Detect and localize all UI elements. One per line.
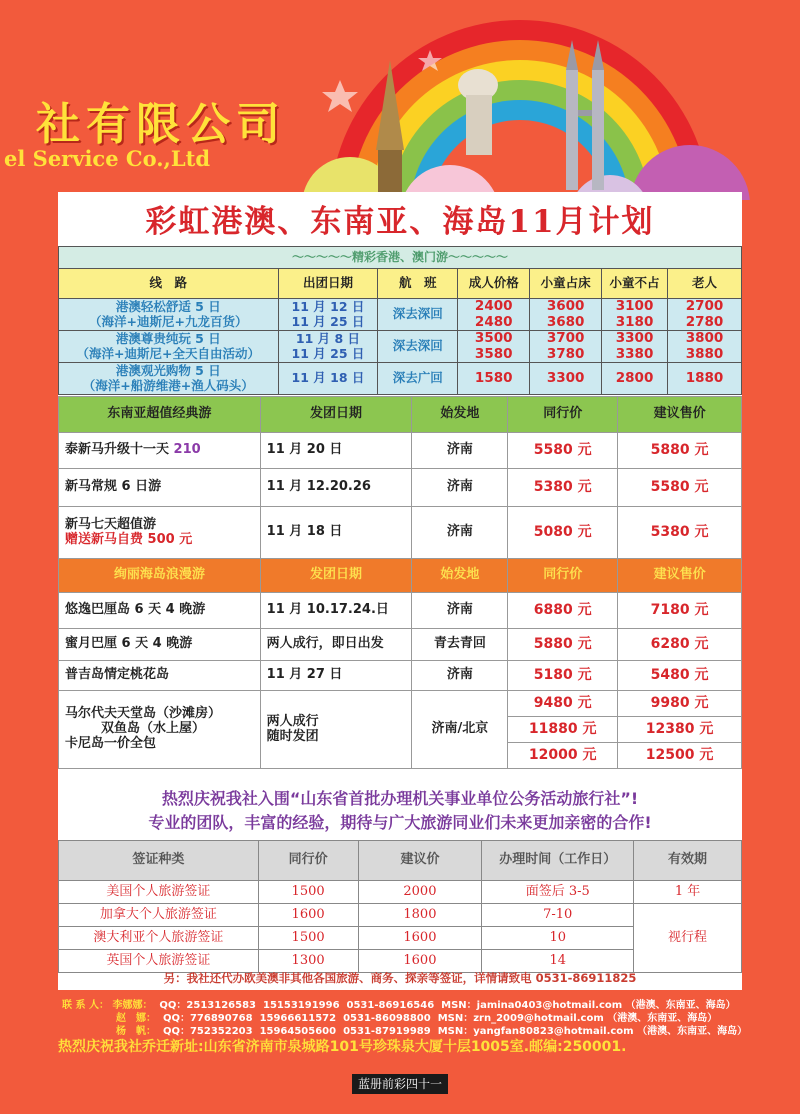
- date-cell: 11 月 12.20.26: [260, 469, 412, 507]
- child-nobed-price: 3300 3380: [602, 331, 668, 363]
- contact-row: [116, 1022, 747, 1037]
- peer-price: 5580 元: [508, 433, 618, 469]
- congrats-line-1: 热烈庆祝我社入围“山东省首批办理机关事业单位公务活动旅行社”!: [161, 789, 639, 808]
- flight-cell: 深去广回: [378, 363, 458, 395]
- visa-validity: 1 年: [634, 881, 742, 904]
- visa-peer: 1600: [258, 904, 358, 927]
- congrats-line-2: 专业的团队，丰富的经验，期待与广大旅游同业们未来更加亲密的合作!: [148, 813, 652, 832]
- route-name: 双鱼岛（水上屋）: [101, 721, 206, 737]
- contact-area: （港澳、东南亚、海岛）: [607, 1013, 718, 1024]
- hk-header-child-nobed: 小童不占: [602, 269, 668, 299]
- route-name: 马尔代夫天堂岛（沙滩房）: [65, 706, 222, 722]
- page-title: 彩虹港澳、东南亚、海岛11月计划: [145, 204, 655, 240]
- date-cell: 11 月 18 日: [278, 363, 378, 395]
- route-cell: 普吉岛情定桃花岛: [59, 661, 261, 691]
- contact-msn: MSN：yangfan80823@hotmail.com: [437, 1026, 634, 1037]
- visa-header-time: 办理时间（工作日）: [482, 841, 634, 881]
- visa-time: 7-10: [482, 904, 634, 927]
- contact-area: （港澳、东南亚、海岛）: [625, 1000, 736, 1011]
- contact-msn: MSN：zrn_2009@hotmail.com: [437, 1013, 604, 1024]
- table-row: [59, 881, 742, 904]
- visa-time: 10: [482, 927, 634, 950]
- route-detail: （海洋+迪斯尼+九龙百货）: [89, 313, 248, 329]
- island-header-retail: 建议售价: [618, 559, 742, 593]
- peer-price: 6880 元: [508, 593, 618, 629]
- route-cell: [59, 299, 279, 331]
- origin-cell: 青去青回: [412, 629, 508, 661]
- date-cell: 两人成行 随时发团: [260, 691, 412, 769]
- adult-price: 3500 3580: [458, 331, 530, 363]
- table-row: [59, 507, 742, 559]
- contact-qq: QQ：2513126583: [159, 1000, 257, 1011]
- hk-banner-row: [59, 247, 742, 269]
- child-nobed-price: 3100 3180: [602, 299, 668, 331]
- hk-header-route: 线 路: [59, 269, 279, 299]
- child-nobed-price: 2800: [602, 363, 668, 395]
- island-header-date: 发团日期: [260, 559, 412, 593]
- table-row: [59, 629, 742, 661]
- visa-header-peer: 同行价: [258, 841, 358, 881]
- adult-price: 2400 2480: [458, 299, 530, 331]
- retail-price: 6280 元: [618, 629, 742, 661]
- date-cell: 11 月 10.17.24.日: [260, 593, 412, 629]
- contact-qq: QQ：752352203: [162, 1026, 253, 1037]
- route-name: 港澳轻松舒适 5 日: [115, 299, 221, 315]
- retail-price: 9980 元: [618, 691, 742, 717]
- table-row: [59, 904, 742, 927]
- visa-header-row: [59, 841, 742, 881]
- hk-header-date: 出团日期: [278, 269, 378, 299]
- island-header-origin: 始发地: [412, 559, 508, 593]
- child-bed-price: 3700 3780: [530, 331, 602, 363]
- flight-cell: 深去深回: [378, 331, 458, 363]
- route-name: 卡尼岛一价全包: [65, 735, 157, 751]
- date: 11 月 25 日: [291, 345, 365, 361]
- contact-name: 杨 帆：: [116, 1026, 156, 1037]
- table-row: [59, 593, 742, 629]
- senior-price: 1880: [668, 363, 742, 395]
- sea-header-route: 东南亚超值经典游: [59, 397, 261, 433]
- origin-cell: 济南: [412, 593, 508, 629]
- route-cell: [59, 507, 261, 559]
- route-name: 港澳尊贵纯玩 5 日: [115, 331, 221, 347]
- sea-header-origin: 始发地: [412, 397, 508, 433]
- contact-mobile: 15966611572: [259, 1013, 337, 1024]
- senior-price: 3800 3880: [668, 331, 742, 363]
- new-address-announcement: 热烈庆祝我社乔迁新址:山东省济南市泉城路101号珍珠泉大厦十层1005室.邮编:250001.: [58, 1039, 627, 1055]
- visa-retail: 2000: [358, 881, 482, 904]
- contact-msn: MSN：jamina0403@hotmail.com: [441, 1000, 623, 1011]
- route-cell: [59, 363, 279, 395]
- hk-header-adult: 成人价格: [458, 269, 530, 299]
- peer-price: 11880 元: [508, 717, 618, 743]
- origin-cell: 济南: [412, 507, 508, 559]
- route-name: 港澳观光购物 5 日: [115, 363, 221, 379]
- date-cell: [278, 331, 378, 363]
- retail-price: 5480 元: [618, 661, 742, 691]
- visa-header-validity: 有效期: [634, 841, 742, 881]
- date-cell: 11 月 27 日: [260, 661, 412, 691]
- contact-phone: 0531-87919989: [343, 1026, 431, 1037]
- sea-header-row: [59, 397, 742, 433]
- peer-price: 5080 元: [508, 507, 618, 559]
- visa-note: 另：我社还代办欧美澳非其他各国旅游、商务、探亲等签证，详情请致电 0531-86911825: [163, 971, 637, 985]
- route-cell-maldives: [59, 691, 261, 769]
- peer-price: 9480 元: [508, 691, 618, 717]
- date-cell: 两人成行，即日出发: [260, 629, 412, 661]
- hk-header-child-bed: 小童占床: [530, 269, 602, 299]
- contact-name: 赵 娜：: [116, 1013, 156, 1024]
- contact-qq: QQ：776890768: [162, 1013, 253, 1024]
- adult-price: 1580: [458, 363, 530, 395]
- visa-validity-merged: 视行程: [634, 904, 742, 973]
- southeast-asia-table: [58, 396, 742, 769]
- sea-header-retail: 建议售价: [618, 397, 742, 433]
- origin-cell: 济南: [412, 433, 508, 469]
- hk-macau-table: [58, 246, 742, 395]
- visa-table: [58, 840, 742, 973]
- retail-price: 12500 元: [618, 743, 742, 769]
- table-row: [59, 433, 742, 469]
- origin-cell: 济南/北京: [412, 691, 508, 769]
- date-cell: 11 月 18 日: [260, 507, 412, 559]
- visa-retail: 1800: [358, 904, 482, 927]
- contact-phone: 0531-86916546: [346, 1000, 435, 1011]
- visa-header-type: 签证种类: [59, 841, 259, 881]
- table-row: [59, 661, 742, 691]
- peer-price: 5180 元: [508, 661, 618, 691]
- date: 11 月 8 日: [295, 331, 361, 347]
- visa-peer: 1500: [258, 881, 358, 904]
- island-header-route: 绚丽海岛浪漫游: [59, 559, 261, 593]
- route-cell: 新马常规 6 日游: [59, 469, 261, 507]
- visa-retail: 1600: [358, 950, 482, 973]
- visa-peer: 1300: [258, 950, 358, 973]
- route-cell: [59, 331, 279, 363]
- contact-label: 联 系 人：: [62, 1000, 109, 1011]
- route-bonus: 赠送新马自费 500 元: [65, 531, 193, 547]
- child-bed-price: 3600 3680: [530, 299, 602, 331]
- hk-header-flight: 航 班: [378, 269, 458, 299]
- table-row: [59, 363, 742, 395]
- visa-type: 加拿大个人旅游签证: [59, 904, 259, 927]
- contact-mobile: 15964505600: [259, 1026, 337, 1037]
- child-bed-price: 3300: [530, 363, 602, 395]
- date: 11 月 12 日: [291, 299, 365, 315]
- sea-header-peer: 同行价: [508, 397, 618, 433]
- contact-phone: 0531-86098800: [343, 1013, 431, 1024]
- contact-area: （港澳、东南亚、海岛）: [637, 1026, 748, 1037]
- hk-header-row: [59, 269, 742, 299]
- visa-time: 面签后 3-5: [482, 881, 634, 904]
- route-name: 新马七天超值游: [65, 516, 157, 532]
- peer-price: 5880 元: [508, 629, 618, 661]
- island-header-peer: 同行价: [508, 559, 618, 593]
- visa-retail: 1600: [358, 927, 482, 950]
- hk-banner: ～～～～～精彩香港、澳门游～～～～～: [59, 247, 742, 269]
- date-cell: 11 月 20 日: [260, 433, 412, 469]
- retail-price: 5880 元: [618, 433, 742, 469]
- company-name-en: el Service Co.,Ltd: [4, 146, 211, 171]
- route-extra: 210: [173, 442, 201, 458]
- route-cell: 悠逸巴厘岛 6 天 4 晚游: [59, 593, 261, 629]
- origin-cell: 济南: [412, 661, 508, 691]
- sea-header-date: 发团日期: [260, 397, 412, 433]
- visa-peer: 1500: [258, 927, 358, 950]
- retail-price: 5580 元: [618, 469, 742, 507]
- table-row: [59, 469, 742, 507]
- visa-type: 美国个人旅游签证: [59, 881, 259, 904]
- retail-price: 7180 元: [618, 593, 742, 629]
- header-banner: [0, 0, 800, 200]
- visa-header-retail: 建议价: [358, 841, 482, 881]
- page-footer-tag: 蓝册前彩四十一: [352, 1074, 448, 1094]
- table-row: [59, 299, 742, 331]
- route-detail: （海洋+船游维港+渔人码头）: [82, 377, 254, 393]
- visa-type: 英国个人旅游签证: [59, 950, 259, 973]
- flight-cell: 深去深回: [378, 299, 458, 331]
- senior-price: 2700 2780: [668, 299, 742, 331]
- peer-price: 5380 元: [508, 469, 618, 507]
- route-cell: [59, 433, 261, 469]
- contact-name: 李娜娜：: [112, 1000, 153, 1011]
- origin-cell: 济南: [412, 469, 508, 507]
- table-row: [59, 691, 742, 717]
- peer-price: 12000 元: [508, 743, 618, 769]
- date-cell: [278, 299, 378, 331]
- island-header-row: [59, 559, 742, 593]
- route-cell: 蜜月巴厘 6 天 4 晚游: [59, 629, 261, 661]
- date: 11 月 25 日: [291, 313, 365, 329]
- company-name-cn: 社有限公司: [36, 99, 286, 150]
- route-name: 泰新马升级十一天: [65, 442, 170, 458]
- retail-price: 5380 元: [618, 507, 742, 559]
- contact-mobile: 15153191996: [262, 1000, 340, 1011]
- route-detail: （海洋+迪斯尼+全天自由活动）: [76, 345, 260, 361]
- visa-time: 14: [482, 950, 634, 973]
- visa-type: 澳大利亚个人旅游签证: [59, 927, 259, 950]
- hk-header-senior: 老人: [668, 269, 742, 299]
- retail-price: 12380 元: [618, 717, 742, 743]
- table-row: [59, 331, 742, 363]
